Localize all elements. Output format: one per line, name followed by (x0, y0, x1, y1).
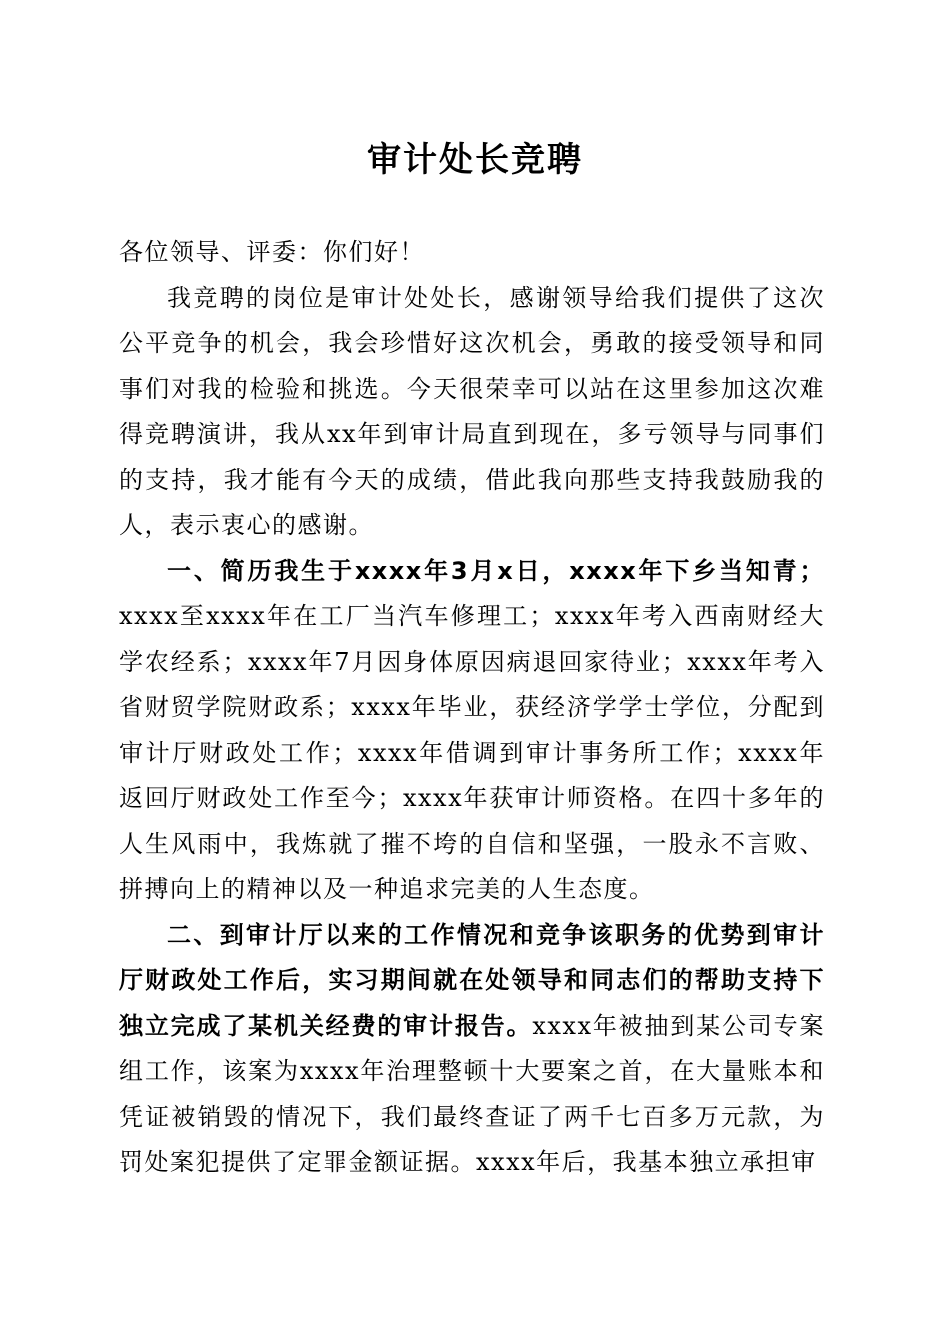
section-body-work: xxxx年被抽到某公司专案组工作，该案为xxxx年治理整顿十大要案之首，在大量账本和凭证被销毁的情况下，我们最终查证了两千七百多万元款，为罚处案犯提供了定罪金额证据。xxxx年后，我基本独立承担审 (119, 1011, 826, 1176)
greeting: 各位领导、评委：你们好！ (119, 238, 425, 266)
section-heading-resume: 一、简历我生于xxxx年3月x日，xxxx年下乡当知青； (167, 556, 825, 585)
paragraph-work (119, 913, 825, 1186)
paragraph-intro: 我竞聘的岗位是审计处处长，感谢领导给我们提供了这次公平竞争的机会，我会珍惜好这次机会，勇敢的接受领导和同事们对我的检验和挑选。今天很荣幸可以站在这里参加这次难得竞聘演讲，我从xx年到审计局直到现在，多亏领导与同事们的支持，我才能有今天的成绩，借此我向那些支持我鼓励我的人，表示衷心的感谢。 (119, 283, 825, 539)
document-body (119, 230, 825, 1186)
section-body-resume: xxxx至xxxx年在工厂当汽车修理工；xxxx年考入西南财经大学农经系；xxxx年7月因身体原因病退回家待业；xxxx年考入省财贸学院财政系；xxxx年毕业，获经济学学士学位，分配到审计厅财政处工作；xxxx年借调到审计事务所工作；xxxx年返回厅财政处工作至今；xxxx年获审计师资格。在四十多年的人生风雨中，我炼就了摧不垮的自信和坚强，一股永不言败、拼搏向上的精神以及一种追求完美的人生态度。 (119, 602, 825, 903)
paragraph-resume (119, 549, 825, 913)
section-heading-work: 二、到审计厅以来的工作情况和竞争该职务的优势到审计厅财政处工作后，实习期间就在处领导和同志们的帮助支持下独立完成了某机关经费的审计报告。 (119, 920, 825, 1040)
document-title: 审计处长竞聘 (367, 140, 583, 180)
